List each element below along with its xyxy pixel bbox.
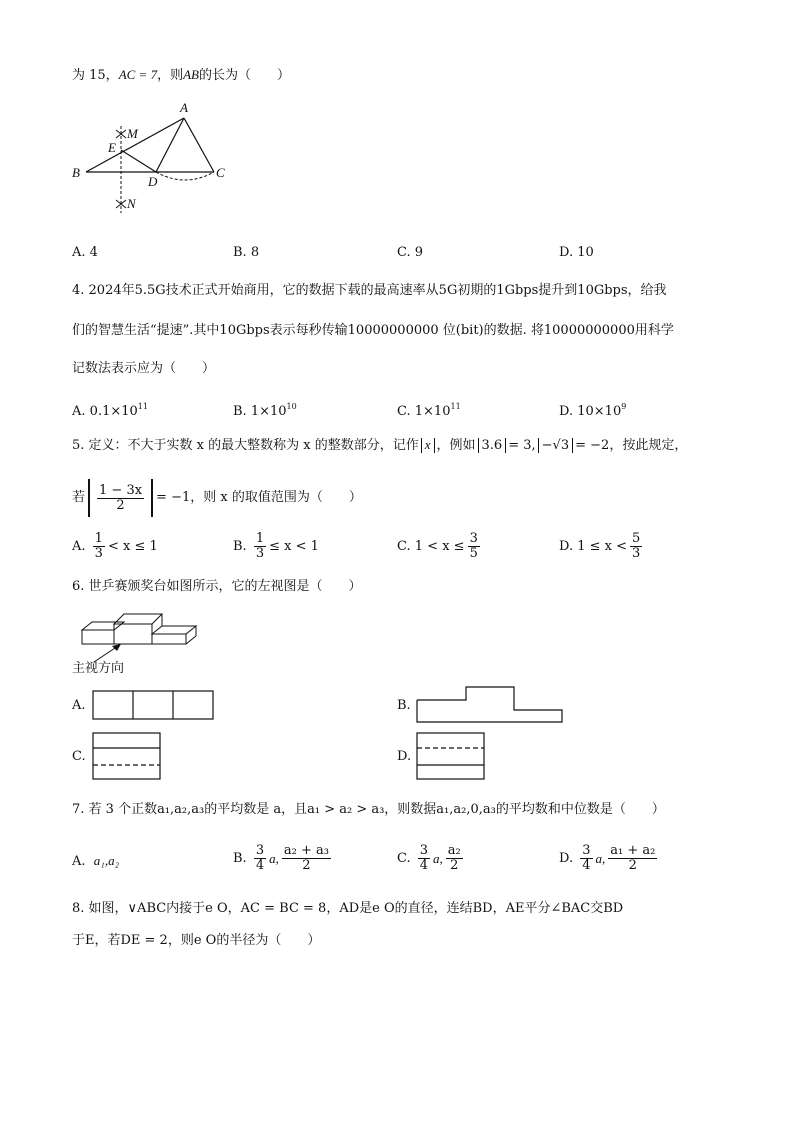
q5-line2-a: 若	[72, 490, 86, 505]
q7-option-b-frac1-den: 4	[255, 858, 265, 873]
q6-option-b-label: B.	[397, 698, 411, 713]
q7-option-d-frac1	[580, 844, 592, 873]
q5-option-c-num: 3	[469, 531, 478, 546]
label-a: A	[180, 100, 188, 115]
q4-option-c	[397, 398, 461, 421]
q5-ex1-val: = 3,	[508, 438, 536, 453]
q7-option-b-frac2	[282, 844, 331, 873]
q4-option-b-exp: 10	[286, 402, 297, 411]
q7-option-b-frac2-num: a₂ + a₃	[283, 843, 329, 858]
q5-option-b-den: 3	[255, 546, 265, 561]
q5-option-d-frac	[630, 532, 642, 561]
q7-stem: 7. 若 3 个正数a₁,a₂,a₃的平均数是 a，且a₁ > a₂ > a₃，则数据a₁,a₂,0,a₃的平均数和中位数是（ ）	[72, 802, 665, 817]
label-d: D	[148, 174, 158, 189]
q7-option-c	[397, 844, 466, 873]
q4-option-d-exp: 9	[621, 402, 627, 411]
q7-option-b-frac2-den: 2	[302, 858, 311, 873]
q6-option-a-label: A.	[72, 698, 86, 713]
q6-option-d-label: D.	[397, 749, 412, 764]
q5-option-b-frac	[254, 532, 266, 561]
q3-triangle-figure	[66, 98, 236, 218]
q5-option-d-pre: 1 ≤ x <	[577, 538, 628, 554]
q5-bracket-x	[421, 438, 435, 453]
q3-stem-mid: ，则	[157, 68, 184, 83]
q7-option-d-frac2-num: a₁ + a₂	[610, 843, 656, 858]
q5-option-c-den: 5	[469, 546, 478, 561]
q7-option-b-mid: a,	[269, 850, 279, 866]
q7-option-c-frac1-num: 3	[419, 843, 429, 858]
q5-line2-b: = −1	[156, 490, 191, 505]
q7-option-d-frac1-den: 4	[582, 858, 591, 873]
q5-line2-c: ，则 x 的取值范围为（ ）	[190, 490, 362, 505]
label-m: M	[127, 126, 138, 141]
q5-x: x	[424, 437, 431, 452]
q7-option-c-frac2-num: a₂	[447, 843, 461, 858]
q7-option-d	[559, 844, 660, 873]
q5-option-d-den: 3	[632, 546, 641, 561]
q3-option-c: C. 9	[397, 245, 424, 260]
q7-option-a-label: A.	[72, 854, 86, 869]
q5-line1	[72, 436, 687, 455]
q7-option-a-text: a₁,a₂	[93, 853, 120, 868]
q7-option-d-frac2	[608, 844, 657, 873]
q5-line1-c: ，按此规定，	[609, 438, 688, 453]
q5-option-a-label: A.	[72, 538, 86, 554]
q3-option-a: A. 4	[72, 245, 98, 260]
label-b: B	[72, 165, 80, 180]
q3-option-d: D. 10	[559, 245, 594, 260]
q6-option-c-figure	[92, 732, 164, 782]
q5-ex2-val: = −2	[575, 438, 610, 453]
q5-option-b	[233, 532, 319, 561]
q5-option-c	[397, 532, 483, 561]
q5-option-a-num: 1	[94, 531, 103, 546]
q4-option-c-label: C.	[397, 404, 411, 419]
q5-frac-den: 2	[116, 497, 125, 513]
q4-line3: 记数法表示应为（ ）	[72, 361, 216, 376]
q5-bracket-ex1	[478, 438, 507, 453]
q4-option-a-base: 0.1×10	[89, 404, 138, 419]
q6-podium-figure	[74, 604, 204, 664]
q7-option-c-frac1	[418, 844, 430, 873]
q7-option-b	[233, 844, 334, 873]
q3-option-b: B. 8	[233, 245, 260, 260]
q4-line1: 4. 2024年5.5G技术正式开始商用，它的数据下载的最高速率从5G初期的1Gbps提升到10Gbps，给我	[72, 283, 667, 298]
q4-option-b	[233, 398, 297, 421]
q5-line1-a: 5. 定义：不大于实数 x 的最大整数称为 x 的整数部分，记作	[72, 438, 419, 453]
q6-direction-label: 主视方向	[72, 661, 125, 676]
q6-option-b-figure	[416, 686, 566, 724]
q7-option-c-frac2-den: 2	[450, 858, 459, 873]
q4-line2: 们的智慧生活“提速”.其中10Gbps表示每秒传输10000000000 位(bit)的数据. 将10000000000用科学	[72, 323, 674, 338]
q7-option-d-frac2-den: 2	[628, 858, 637, 873]
q7-option-b-frac1	[254, 844, 266, 873]
q7-option-c-mid: a,	[433, 850, 443, 866]
q6-option-d-figure	[416, 732, 488, 782]
q7-option-c-frac1-den: 4	[419, 858, 429, 873]
label-e: E	[108, 140, 116, 155]
q5-ex2: −√3	[541, 438, 570, 453]
q3-ab: AB	[183, 67, 199, 82]
q6-option-a-figure	[92, 690, 216, 722]
q3-stem-suffix: 的长为（ ）	[198, 68, 290, 83]
q5-line2	[72, 478, 362, 518]
q7-option-d-frac1-num: 3	[582, 843, 591, 858]
q5-option-a-post: < x ≤ 1	[107, 538, 158, 554]
q4-option-a-label: A.	[72, 404, 86, 419]
q4-option-c-base: 1×10	[414, 404, 451, 419]
label-n: N	[127, 196, 136, 211]
q4-option-a-exp: 11	[137, 402, 148, 411]
q5-option-c-frac	[468, 532, 480, 561]
q5-option-b-post: ≤ x < 1	[269, 538, 319, 554]
q7-option-b-frac1-num: 3	[255, 843, 265, 858]
q6-option-c-label: C.	[72, 749, 86, 764]
q5-option-d-num: 5	[632, 531, 641, 546]
q5-floor-bracket	[88, 479, 153, 517]
q5-option-d	[559, 532, 645, 561]
q5-option-b-num: 1	[255, 531, 265, 546]
q3-stem-prefix: 为 15，	[72, 68, 119, 83]
q7-option-d-mid: a,	[595, 850, 606, 866]
q4-option-b-base: 1×10	[250, 404, 287, 419]
q4-option-d-label: D.	[559, 404, 574, 419]
q7-option-b-label: B.	[233, 850, 247, 866]
q4-option-b-label: B.	[233, 404, 247, 419]
q5-option-a	[72, 532, 158, 561]
q6-stem: 6. 世乒赛颁奖台如图所示，它的左视图是（ ）	[72, 579, 362, 594]
q5-fraction	[97, 484, 144, 513]
q7-option-d-label: D.	[559, 850, 574, 866]
q4-option-c-exp: 11	[450, 402, 461, 411]
q7-option-a	[72, 852, 119, 871]
q5-option-d-label: D.	[559, 538, 574, 554]
q3-ac-eq: AC = 7	[118, 67, 158, 82]
q5-line1-b: ，例如	[436, 438, 476, 453]
q5-ex1: 3.6	[481, 438, 503, 453]
q8-line1: 8. 如图，∨ABC内接于e O，AC = BC = 8，AD是e O的直径，连结BD，AE平分∠BAC交BD	[72, 901, 624, 916]
q4-option-d-base: 10×10	[577, 404, 622, 419]
q5-option-c-pre: 1 < x ≤	[414, 538, 465, 554]
q5-option-c-label: C.	[397, 538, 411, 554]
q5-frac-num: 1 − 3x	[99, 482, 143, 498]
q7-option-c-frac2	[446, 844, 463, 873]
q4-option-a	[72, 398, 148, 421]
q5-option-a-den: 3	[94, 546, 103, 561]
label-c: C	[216, 165, 225, 180]
q5-option-b-label: B.	[233, 538, 247, 554]
q5-bracket-ex2	[538, 438, 573, 453]
q8-line2: 于E，若DE = 2，则e O的半径为（ ）	[72, 933, 321, 948]
q3-stem	[72, 66, 290, 85]
q5-option-a-frac	[93, 532, 105, 561]
q4-option-d	[559, 398, 626, 421]
q7-option-c-label: C.	[397, 850, 411, 866]
